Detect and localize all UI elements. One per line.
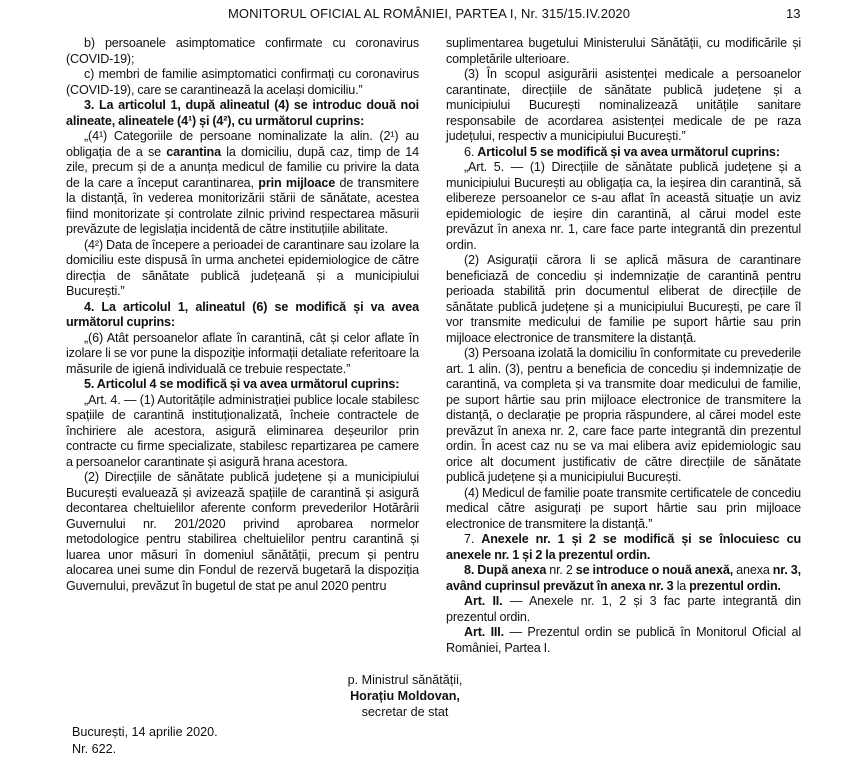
text-run: de transmitere la distanță, în vederea monitorizării stării de sănătate, acestea fiind monitorizate și controlate zilnic privind respectarea măsurii prevăzute de legislația incidentă de către instituțiile abilitate. [66,175,419,236]
signatory-role: secretar de stat [361,705,449,719]
order-number: Nr. 622. [72,742,117,756]
text-run: Articolul 5 se modifică și va avea următorul cuprins: [477,144,780,159]
amendment-heading: 5. Articolul 4 se modifică și va avea următorul cuprins: [84,377,400,391]
place-date: București, 14 aprilie 2020. [72,725,218,739]
amendment-heading [446,563,801,594]
two-column-body [0,36,847,656]
signatory-title: p. Ministrul sănătății, [347,673,463,687]
text-run: la domiciliu, după caz, timp de 14 zile, precum și de a anunța medicul de familie cu privire la data de la care a început carantinarea, [66,144,419,190]
page-header [0,0,847,30]
right-column [446,36,801,656]
left-column [66,36,419,594]
signatory-name: Horațiu Moldovan, [350,689,460,703]
signature-block [300,672,510,720]
paragraph [66,129,419,238]
article [446,594,801,625]
text-run: 8. După anexa [464,563,547,577]
text-run: 7. [464,532,482,546]
paragraph: „(6) Atât persoanelor aflate în carantină, cât și celor aflate în izolare li se vor pune la dispoziție informații detaliate referitoare la măsurile de igienă individuală ce trebuie respectate.” [66,330,419,376]
text-run: prezentul ordin. [689,578,781,593]
text-run: 6. [464,144,478,159]
paragraph: suplimentarea bugetului Ministerului Sănătății, cu modificările și completările ulterioare. [446,36,801,66]
text-run: prin mijloace [258,175,336,190]
paragraph: (2) Asigurații cărora li se aplică măsura de carantinare beneficiază de concediu și indemnizație de carantină pentru perioada stabilită prin documentul eliberat de direcțiile de sănătate publică județene și a municipiului București, pe care îl vor transmite medicului de familie pe suport hârtie sau prin mijloace electronice de transmitere la distanță. [446,253,801,345]
amendment-heading: 4. La articolul 1, alineatul (6) se modifică și va avea următorul cuprins: [66,299,419,329]
text-run: anexa [733,563,773,577]
paragraph: (3) În scopul asigurării asistenței medicale a persoanelor carantinate, direcțiile de sănătate publică județene și a municipiului București nominalizează unitățile sanitare responsabile de acordarea asistenței medicale de pe raza județului, respectiv a municipiului București.” [446,67,801,143]
paragraph: (3) Persoana izolată la domiciliu în conformitate cu prevederile art. 1 alin. (3), pentru a beneficia de concediu și indemnizație de carantină, va completa și va transmite doar medicului de familie, pe suport hârtie sau prin mijloace electronice de transmitere la distanță, o declarație pe propria răspundere, al cărei model este prevăzut în anexa nr. 2, care face parte integrantă din prezentul ordin. În acest caz nu se va mai elibera aviz epidemiologic sau orice alt document justificativ de către direcțiile de sănătate publică județene și a municipiului București. [446,346,801,484]
paragraph: (2) Direcțiile de sănătate publică județene și a municipiului București evaluează și avizează spațiile de carantină și asigură decontarea cheltuielilor aferente conform prevederilor Hotărârii Guvernului nr. 201/2020 privind aprobarea normelor metodologice pentru stabilirea cheltuielilor pentru carantină și luarea unor măsuri în domeniul sănătății, precum și pentru alocarea unei sume din Fondul de rezervă bugetară la dispoziția Guvernului, prevăzut în bugetul de stat pe anul 2020 pentru [66,470,419,593]
article-number: Art. III. [464,625,504,639]
text-run: nr. 2 [546,563,576,577]
document-footer [72,724,847,758]
article [446,625,801,656]
paragraph: (4²) Data de începere a perioadei de carantinare sau izolare la domiciliu este dispusă în urma anchetei epidemiologice de către direcția de sănătate publică județeană și a municipiului București.” [66,237,419,298]
text-run: — Prezentul ordin se publică în Monitorul Oficial al României, Partea I. [446,625,801,655]
paragraph: (4) Medicul de familie poate transmite certificatele de concediu medical către asigurați pe suport hârtie sau prin mijloace electronice de transmitere la distanță.” [446,485,801,531]
text-run: carantina [166,144,221,159]
text-run: se introduce o nouă anexă, [575,563,734,577]
paragraph: „Art. 5. — (1) Direcțiile de sănătate publică județene și a municipiului București au obligația ca, la ieșirea din carantină, să elibereze persoanelor ce s-au aflat în această situație un aviz epidemiologic de ieșire din carantină, al cărui model este prevăzut în anexa nr. 1, care face parte integrantă din prezentul ordin. [446,160,801,252]
text-run: Anexele nr. 1 și 2 se modifică și se înlocuiesc cu anexele nr. 1 și 2 la prezentul ordin. [446,532,801,562]
article-number: Art. II. [464,594,503,608]
paragraph: c) membri de familie asimptomatici confirmați cu coronavirus (COVID-19), care se carantinează la același domiciliu.” [66,67,419,97]
paragraph: „Art. 4. — (1) Autoritățile administrației publice locale stabilesc spațiile de carantină instituționalizată, încheie contractele de închiriere ale acestora, asigură eliminarea deșeurilor prin contracte cu firme specializate, stabilesc repartizarea pe camere a persoanelor carantinate și asigură hrana acestora. [66,392,419,469]
page-number: 13 [786,6,801,21]
amendment-heading [446,145,801,161]
text-run: „(4¹) Categoriile de persoane nominalizate la alin. (2¹) au obligația de a se [66,129,419,159]
text-run: la [673,578,690,593]
amendment-heading: 3. La articolul 1, după alineatul (4) se introduc două noi alineate, alineatele (4¹) și (4²), cu următorul cuprins: [66,98,419,128]
amendment-heading [446,532,801,563]
text-run: — Anexele nr. 1, 2 și 3 fac parte integrantă din prezentul ordin. [446,594,802,624]
paragraph: b) persoanele asimptomatice confirmate cu coronavirus (COVID-19); [66,36,419,66]
text-run: nr. 3, având cuprinsul prevăzut în anexa nr. 3 [446,563,801,593]
publication-title: MONITORUL OFICIAL AL ROMÂNIEI, PARTEA I, Nr. 315/15.IV.2020 [228,6,631,21]
